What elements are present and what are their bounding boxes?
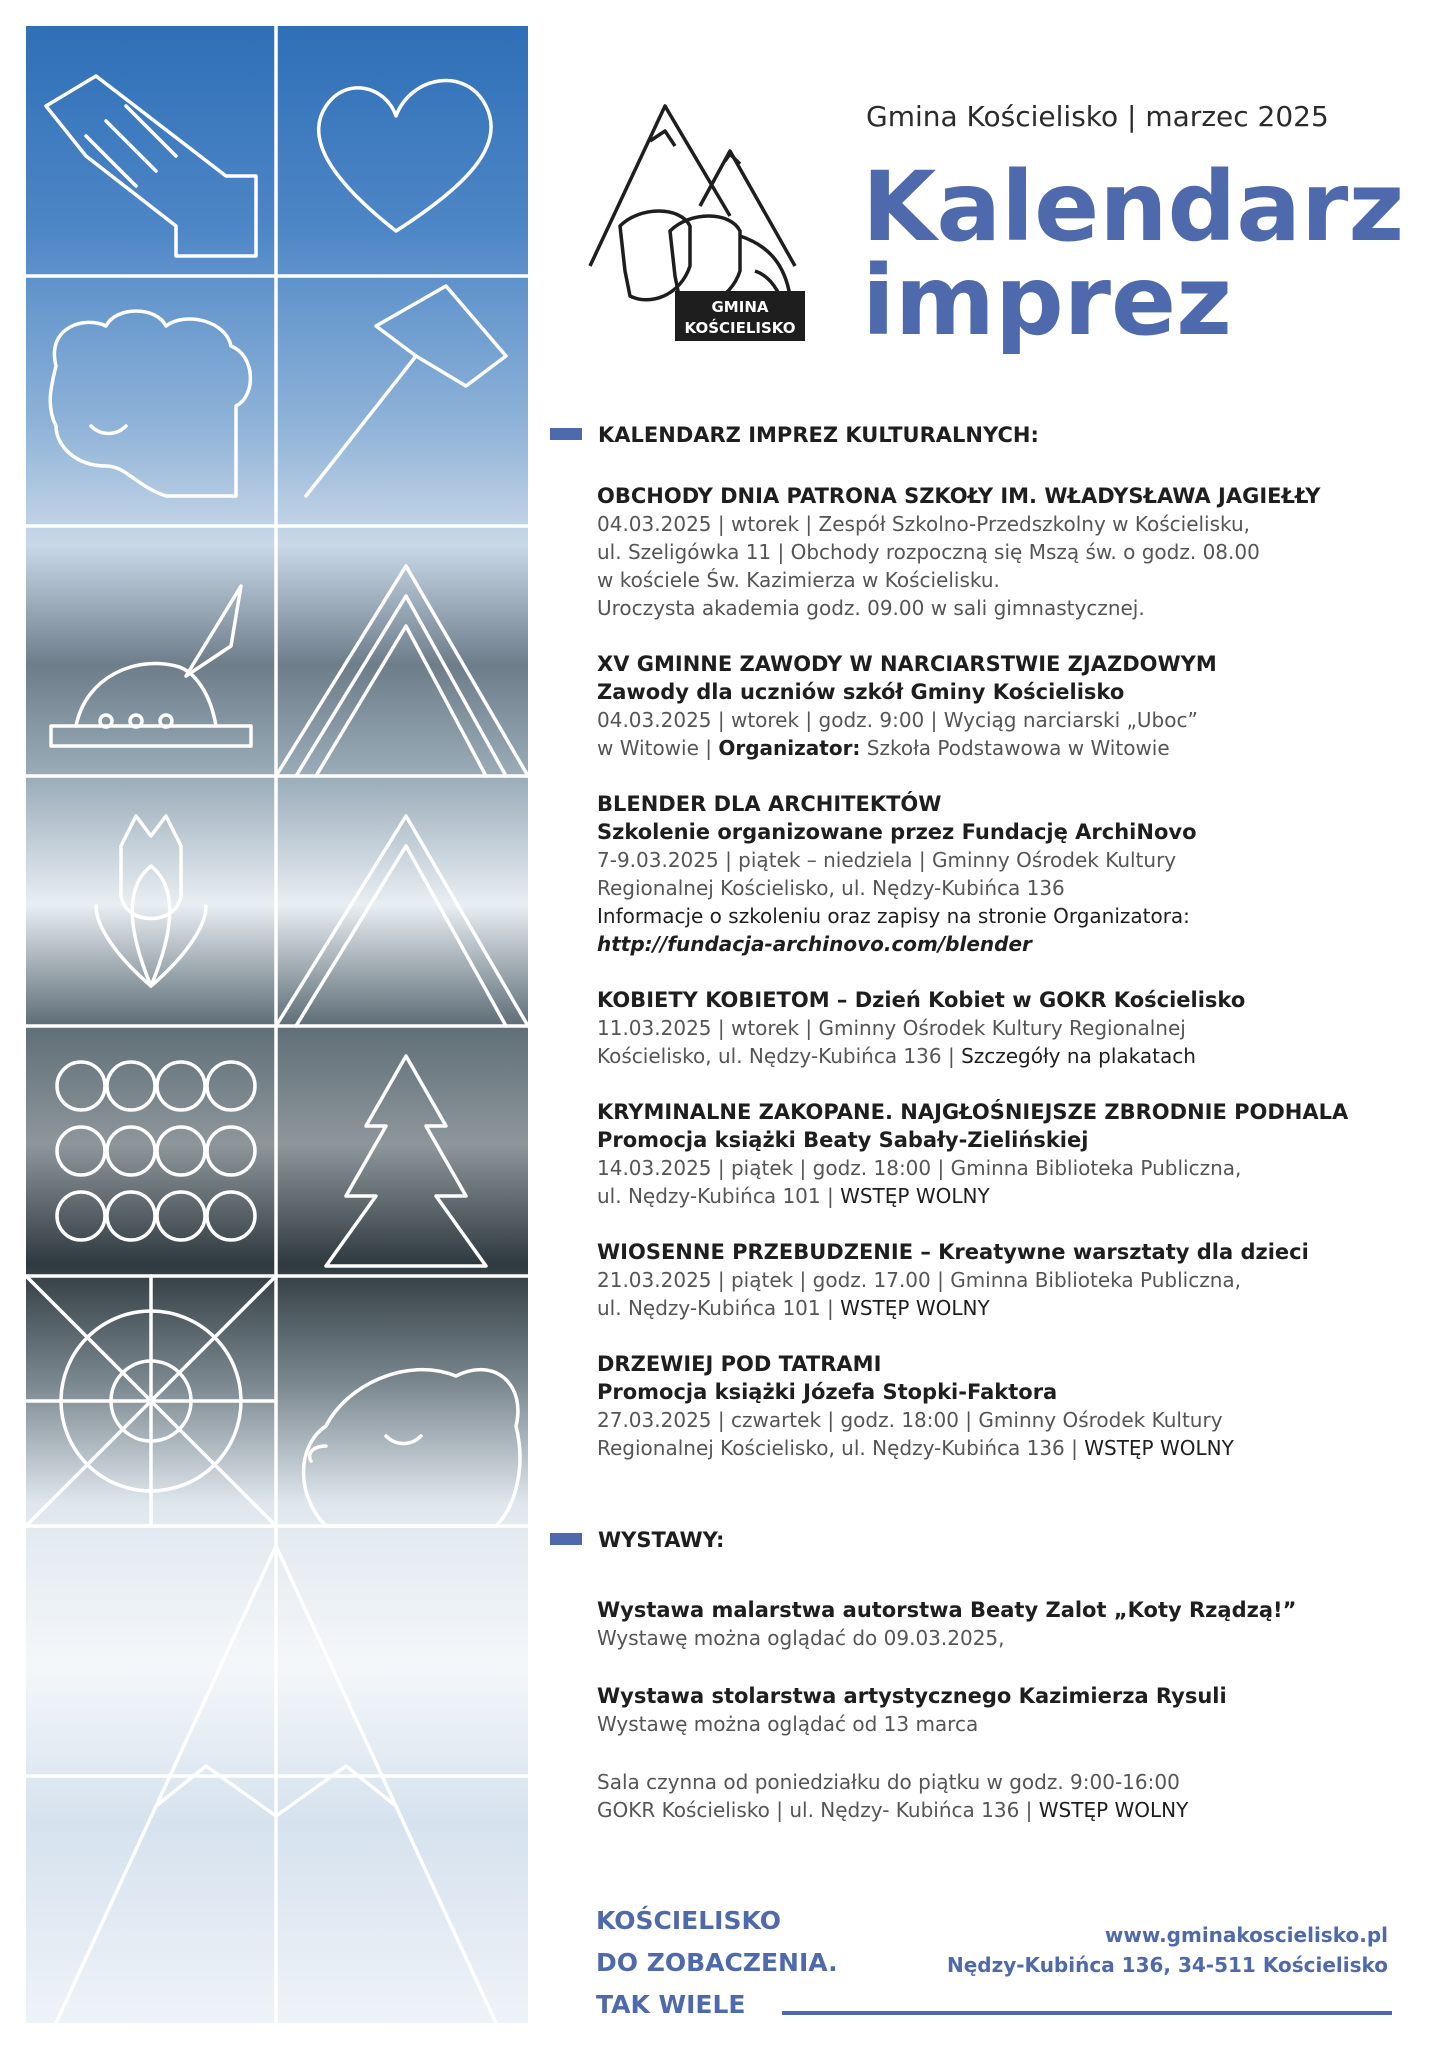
slogan-line: DO ZOBACZENIA. [596, 1948, 838, 1977]
spruce-tree-icon [326, 1056, 486, 1266]
accent-bar [550, 428, 582, 440]
logo-text-koscielisko: KOŚCIELISKO [684, 319, 796, 337]
event-subtitle: Zawody dla uczniów szkół Gminy Kościelisko [597, 680, 1125, 704]
details-note: Szczegóły na plakatach [961, 1044, 1196, 1068]
event-subtitle: Szkolenie organizowane przez Fundację ArchiNovo [597, 820, 1197, 844]
hours-line: Sala czynna od poniedziałku do piątku w godz. 9:00-16:00 [597, 1770, 1180, 1794]
exhibition-item [597, 1596, 1387, 1652]
event-title: KRYMINALNE ZAKOPANE. NAJGŁOŚNIEJSZE ZBRODNIE PODHALA [597, 1100, 1349, 1124]
event-line: ul. Nędzy-Kubińca 101 | WSTĘP WOLNY [597, 1184, 990, 1208]
website-link[interactable]: www.gminakoscielisko.pl [1104, 1923, 1388, 1947]
event-title: KOBIETY KOBIETOM – Dzień Kobiet w GOKR Kościelisko [597, 988, 1246, 1012]
organizer-label: Organizator: [718, 736, 861, 760]
free-entry-badge: WSTĘP WOLNY [1084, 1436, 1234, 1460]
event-line: 7-9.03.2025 | piątek – niedziela | Gminny Ośrodek Kultury [597, 848, 1177, 872]
hours-line: GOKR Kościelisko | ul. Nędzy- Kubińca 136 | WSTĘP WOLNY [597, 1798, 1189, 1822]
org-date-line: Gmina Kościelisko | marzec 2025 [866, 100, 1329, 133]
exhibitions-list [597, 1596, 1387, 1854]
events-list [597, 482, 1387, 1490]
title-line-2: imprez [862, 245, 1232, 357]
slogan-line: KOŚCIELISKO [596, 1906, 781, 1935]
gmina-logo [580, 96, 820, 346]
exhibitions-section-heading: WYSTAWY: [550, 1528, 724, 1552]
event-title: BLENDER DLA ARCHITEKTÓW [597, 792, 942, 816]
event-line: Regionalnej Kościelisko, ul. Nędzy-Kubińca 136 | WSTĘP WOLNY [597, 1436, 1234, 1460]
culture-section-heading: KALENDARZ IMPREZ KULTURALNYCH: [550, 423, 1039, 447]
accent-bar [550, 1533, 582, 1545]
event-link[interactable]: http://fundacja-archinovo.com/blender [597, 932, 1032, 956]
event-line: 21.03.2025 | piątek | godz. 17.00 | Gminna Biblioteka Publiczna, [597, 1268, 1241, 1292]
event-subtitle: Promocja książki Józefa Stopki-Faktora [597, 1380, 1058, 1404]
sun-icon [26, 1276, 276, 1526]
mountain-lines-icon [276, 566, 528, 1026]
event-item [597, 650, 1387, 762]
exhibition-line: Wystawę można oglądać do 09.03.2025, [597, 1626, 1005, 1650]
page-title [862, 151, 1405, 357]
event-title: DRZEWIEJ POD TATRAMI [597, 1352, 882, 1376]
hat-icon [51, 586, 251, 746]
scarf-icon [46, 76, 256, 256]
event-title: OBCHODY DNIA PATRONA SZKOŁY IM. WŁADYSŁAWA JAGIEŁŁY [597, 484, 1321, 508]
event-item [597, 1350, 1387, 1462]
event-line: 04.03.2025 | wtorek | Zespół Szkolno-Przedszkolny w Kościelisku, [597, 512, 1251, 536]
exhibition-title: Wystawa malarstwa autorstwa Beaty Zalot „Koty Rządzą!” [597, 1598, 1297, 1622]
event-line: 11.03.2025 | wtorek | Gminny Ośrodek Kultury Regionalnej [597, 1016, 1186, 1040]
exhibition-item [597, 1682, 1387, 1738]
exhibition-line: Wystawę można oglądać od 13 marca [597, 1712, 979, 1736]
bear-icon [304, 1370, 520, 1526]
free-entry-badge: WSTĘP WOLNY [840, 1184, 990, 1208]
event-line: Kościelisko, ul. Nędzy-Kubińca 136 | Szczegóły na plakatach [597, 1044, 1196, 1068]
event-item [597, 482, 1387, 622]
event-line: Uroczysta akademia godz. 09.00 w sali gimnastycznej. [597, 596, 1145, 620]
footer-contact [947, 1920, 1388, 1980]
slogan-line: TAK WIELE [596, 1990, 746, 2019]
folk-icons-grid [26, 26, 528, 2023]
event-title: XV GMINNE ZAWODY W NARCIARSTWIE ZJAZDOWYM [597, 652, 1217, 676]
event-line: ul. Nędzy-Kubińca 101 | WSTĘP WOLNY [597, 1296, 990, 1320]
title-line-1: Kalendarz [862, 151, 1405, 263]
event-info: Informacje o szkoleniu oraz zapisy na stronie Organizatora: [597, 904, 1190, 928]
sheep-icon [50, 311, 250, 496]
circles-pattern-icon [57, 1062, 255, 1240]
event-item [597, 1238, 1387, 1322]
event-line: Regionalnej Kościelisko, ul. Nędzy-Kubińca 136 [597, 876, 1065, 900]
logo-text-gmina: GMINA [711, 298, 769, 316]
event-subtitle: Promocja książki Beaty Sabały-Zielińskiej [597, 1128, 1089, 1152]
free-entry-badge: WSTĘP WOLNY [1038, 1798, 1189, 1822]
event-item [597, 1098, 1387, 1210]
footer-slogan [596, 1900, 838, 2026]
axe-icon [306, 286, 506, 496]
decorative-photo-strip [26, 26, 528, 2023]
heart-icon [319, 81, 491, 231]
event-line: w kościele Św. Kazimierza w Kościelisku. [597, 568, 1000, 592]
event-line: 27.03.2025 | czwartek | godz. 18:00 | Gminny Ośrodek Kultury [597, 1408, 1223, 1432]
event-title: WIOSENNE PRZEBUDZENIE – Kreatywne warsztaty dla dzieci [597, 1240, 1309, 1264]
opening-hours [597, 1768, 1387, 1824]
tulip-icon [96, 816, 206, 986]
event-item [597, 790, 1387, 958]
event-line: w Witowie | Organizator: Szkoła Podstawowa w Witowie [597, 736, 1170, 760]
event-item [597, 986, 1387, 1070]
event-line: 04.03.2025 | wtorek | godz. 9:00 | Wyciąg narciarski „Uboc” [597, 708, 1198, 732]
free-entry-badge: WSTĘP WOLNY [840, 1296, 990, 1320]
footer-divider [782, 2011, 1392, 2015]
event-line: 14.03.2025 | piątek | godz. 18:00 | Gminna Biblioteka Publiczna, [597, 1156, 1242, 1180]
exhibition-title: Wystawa stolarstwa artystycznego Kazimierza Rysuli [597, 1684, 1227, 1708]
address: Nędzy-Kubińca 136, 34-511 Kościelisko [946, 1953, 1388, 1977]
event-line: ul. Szeligówka 11 | Obchody rozpoczną się Mszą św. o godz. 08.00 [597, 540, 1260, 564]
